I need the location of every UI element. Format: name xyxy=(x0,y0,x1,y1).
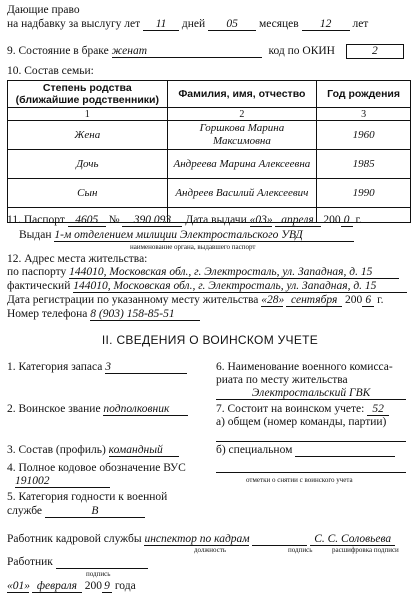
final-date-day: «01» xyxy=(7,580,30,592)
bonus-months: 12 xyxy=(302,18,350,31)
address-reg-month: сентября xyxy=(286,294,342,307)
commissariat-label-2: риата по месту жительства xyxy=(216,374,348,386)
final-date-line xyxy=(7,580,136,593)
final-date-year-prefix: 200 xyxy=(84,580,102,592)
phone-line xyxy=(7,308,200,321)
general-line xyxy=(216,441,406,442)
final-date-year-suffix: года xyxy=(114,580,136,592)
status-line xyxy=(216,403,389,416)
rank-line xyxy=(7,403,188,416)
fitness-line xyxy=(7,505,145,518)
rank-value: подполковник xyxy=(103,403,188,416)
family-colnum: 3 xyxy=(317,108,411,121)
address-passport-value: 144010, Московская обл., г. Электросталь, ул. Западная, д. 15 xyxy=(69,266,399,279)
general-label: а) общем (номер команды, партии) xyxy=(216,416,387,428)
vus-value: 191002 xyxy=(15,475,110,488)
final-date-year-digit: 9 xyxy=(102,580,112,593)
bonus-line xyxy=(7,18,368,31)
address-reg-line xyxy=(7,294,383,307)
address-actual-value: 144010, Московская обл., г. Электросталь, ул. Западная, д. 15 xyxy=(73,280,407,293)
passport-issued-label: Выдан xyxy=(19,229,52,241)
hr-label: Работник кадровой службы xyxy=(7,533,142,545)
family-relation: Дочь xyxy=(8,150,168,179)
passport-number: 390 093 xyxy=(122,214,182,227)
family-year: 1990 xyxy=(317,179,411,208)
address-reg-year-prefix: 200 xyxy=(345,294,363,306)
okin-label: код по ОКИН xyxy=(268,45,335,57)
passport-line xyxy=(7,214,362,227)
hr-name: С. С. Соловьева xyxy=(310,533,395,546)
bonus-heading: Дающие право xyxy=(7,4,80,16)
worker-caption: подпись xyxy=(86,570,111,578)
passport-issued-value: 1-м отделением милиции Электростальского УВД xyxy=(54,229,354,242)
family-relation: Сын xyxy=(8,179,168,208)
family-label: 10. Состав семьи: xyxy=(7,65,94,77)
passport-day: «03» xyxy=(249,214,273,226)
address-passport-line xyxy=(7,266,399,279)
passport-month: апреля xyxy=(275,214,321,227)
marital-line xyxy=(7,44,404,59)
bonus-months-label: месяцев xyxy=(258,18,299,30)
bonus-years: 11 xyxy=(143,18,179,31)
caption-decoding: расшифровка подписи xyxy=(332,546,399,554)
commissariat-value-line xyxy=(216,387,406,400)
family-year: 1985 xyxy=(317,150,411,179)
profile-value: командный xyxy=(109,444,179,457)
table-row xyxy=(8,121,411,150)
commissariat-label-1: 6. Наименование военного комисса- xyxy=(216,361,393,373)
caption-position: должность xyxy=(194,546,227,554)
address-reg-label: Дата регистрации по указанному месту жительства xyxy=(7,294,259,306)
section-title: II. СВЕДЕНИЯ О ВОИНСКОМ УЧЕТЕ xyxy=(101,333,319,347)
hr-signature-line xyxy=(7,533,395,546)
vus-value-line xyxy=(15,475,110,488)
special-label: б) специальном xyxy=(216,444,293,456)
bonus-days-label: дней xyxy=(181,18,206,30)
fitness-value: В xyxy=(45,505,145,518)
reserve-label: 1. Категория запаса xyxy=(7,361,103,373)
profile-label: 3. Состав (профиль) xyxy=(7,444,106,456)
family-header-year: Год рождения xyxy=(317,81,411,108)
family-header-name: Фамилия, имя, отчество xyxy=(167,81,317,108)
family-name: Горшкова Марина Максимовна xyxy=(167,121,317,150)
table-row xyxy=(8,179,411,208)
passport-label: 11. Паспорт xyxy=(7,214,65,226)
fitness-label-2: службе xyxy=(7,505,43,517)
address-actual-line xyxy=(7,280,407,293)
bonus-days: 05 xyxy=(208,18,256,31)
profile-line xyxy=(7,444,179,457)
family-table xyxy=(7,80,411,223)
table-row xyxy=(8,150,411,179)
passport-no-label: № xyxy=(108,214,120,226)
family-name: Андреева Марина Алексеевна xyxy=(167,150,317,179)
passport-year-prefix: 200 xyxy=(323,214,341,226)
worker-line xyxy=(7,556,148,569)
phone-label: Номер телефона xyxy=(7,308,88,320)
bonus-years-label: лет xyxy=(352,18,369,30)
passport-issued-line xyxy=(19,229,354,242)
caption-signature: подпись xyxy=(288,546,313,554)
address-reg-day: «28» xyxy=(261,294,285,306)
status-value: 52 xyxy=(367,403,389,416)
passport-year-suffix: г. xyxy=(355,214,362,226)
reserve-line xyxy=(7,361,187,374)
hr-position: инспектор по кадрам xyxy=(144,533,250,545)
passport-issued-caption: наименование органа, выдавшего паспорт xyxy=(130,243,256,251)
marital-value: женат xyxy=(112,45,262,58)
passport-date-label: Дата выдачи xyxy=(185,214,247,226)
removal-caption: отметки о снятии с воинского учета xyxy=(246,476,353,484)
family-colnum: 2 xyxy=(167,108,317,121)
address-passport-label: по паспорту xyxy=(7,266,67,278)
address-reg-year-suffix: г. xyxy=(377,294,384,306)
okin-value: 2 xyxy=(346,44,404,59)
commissariat-value: Электростальский ГВК xyxy=(216,387,406,400)
removal-line xyxy=(216,472,406,473)
family-relation: Жена xyxy=(8,121,168,150)
family-header-relation: Степень родства (ближайшие родственники) xyxy=(8,81,168,108)
rank-label: 2. Воинское звание xyxy=(7,403,101,415)
bonus-prefix: на надбавку за выслугу лет xyxy=(7,18,141,30)
status-label: 7. Состоит на воинском учете: xyxy=(216,403,365,415)
reserve-value: 3 xyxy=(105,361,187,374)
address-label: 12. Адрес места жительства: xyxy=(7,253,148,265)
family-colnum: 1 xyxy=(8,108,168,121)
final-date-month: февраля xyxy=(32,580,82,593)
address-reg-year-digit: 6 xyxy=(362,294,374,307)
passport-year-digit: 0 xyxy=(341,214,353,227)
family-year: 1960 xyxy=(317,121,411,150)
family-name: Андреев Василий Алексеевич xyxy=(167,179,317,208)
phone-value: 8 (903) 158-85-51 xyxy=(90,308,200,321)
passport-series: 4605 xyxy=(68,214,106,227)
marital-label: 9. Состояние в браке xyxy=(7,45,109,57)
fitness-label-1: 5. Категория годности к военной xyxy=(7,491,168,503)
address-actual-label: фактический xyxy=(7,280,71,292)
worker-label: Работник xyxy=(7,556,53,568)
vus-label: 4. Полное кодовое обозначение ВУС xyxy=(7,462,186,474)
special-line xyxy=(216,444,395,457)
